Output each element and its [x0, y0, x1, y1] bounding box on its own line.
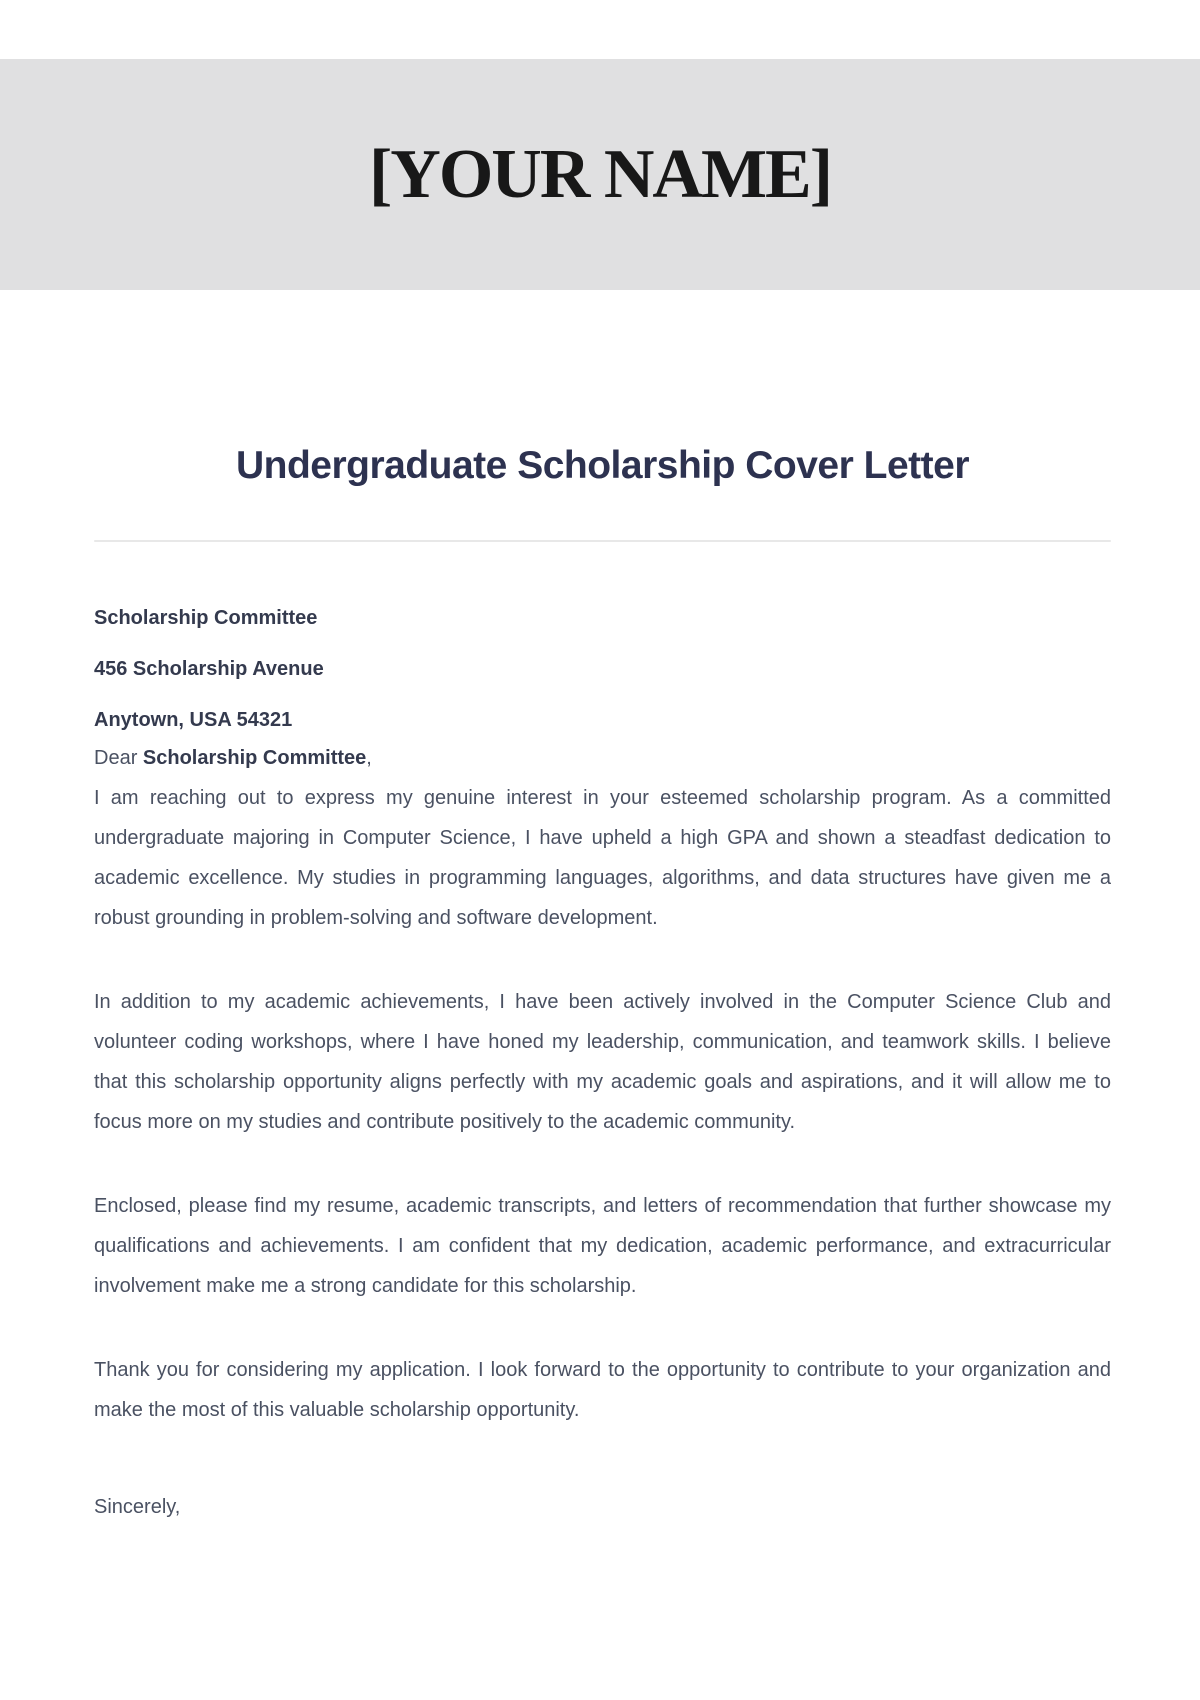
salutation-recipient: Scholarship Committee: [142, 747, 367, 769]
title-divider: [94, 540, 1111, 542]
recipient-name: Scholarship Committee: [94, 607, 318, 629]
recipient-street: 456 Scholarship Avenue: [94, 658, 324, 680]
recipient-address-block: [94, 604, 1111, 734]
top-margin-strip: [0, 0, 1200, 59]
letterhead-band: [0, 59, 1200, 290]
closing-line: Sincerely,: [94, 1496, 181, 1518]
document-title: Undergraduate Scholarship Cover Letter: [235, 444, 969, 487]
paragraph-introduction: I am reaching out to express my genuine interest in your esteemed scholarship program. As a committed undergraduate majoring in Computer Science, I have upheld a high GPA and shown a steadfast dedication to academic excellence. My studies in programming languages, algorithms, and data structures have given me a robust grounding in problem-solving and software development.: [94, 787, 1111, 929]
recipient-city: Anytown, USA 54321: [94, 709, 293, 731]
salutation-suffix: ,: [366, 747, 372, 769]
paragraph-thanks: Thank you for considering my application. I look forward to the opportunity to contribute to your organization and make the most of this valuable scholarship opportunity.: [94, 1359, 1111, 1421]
paragraph-activities: In addition to my academic achievements, I have been actively involved in the Computer Science Club and volunteer coding workshops, where I have honed my leadership, communication, and teamwork skills. I believe that this scholarship opportunity aligns perfectly with my academic goals and aspirations, and it will allow me to focus more on my studies and contribute positively to the academic community.: [94, 991, 1111, 1133]
salutation-prefix: Dear: [94, 747, 143, 769]
letter-body: [94, 442, 1111, 1527]
name-placeholder: [YOUR NAME]: [368, 135, 832, 213]
salutation-line: [94, 738, 1111, 778]
paragraph-enclosures: Enclosed, please find my resume, academic transcripts, and letters of recommendation that further showcase my qualifications and achievements. I am confident that my dedication, academic performance, and extracurricular involvement make me a strong candidate for this scholarship.: [94, 1195, 1111, 1297]
